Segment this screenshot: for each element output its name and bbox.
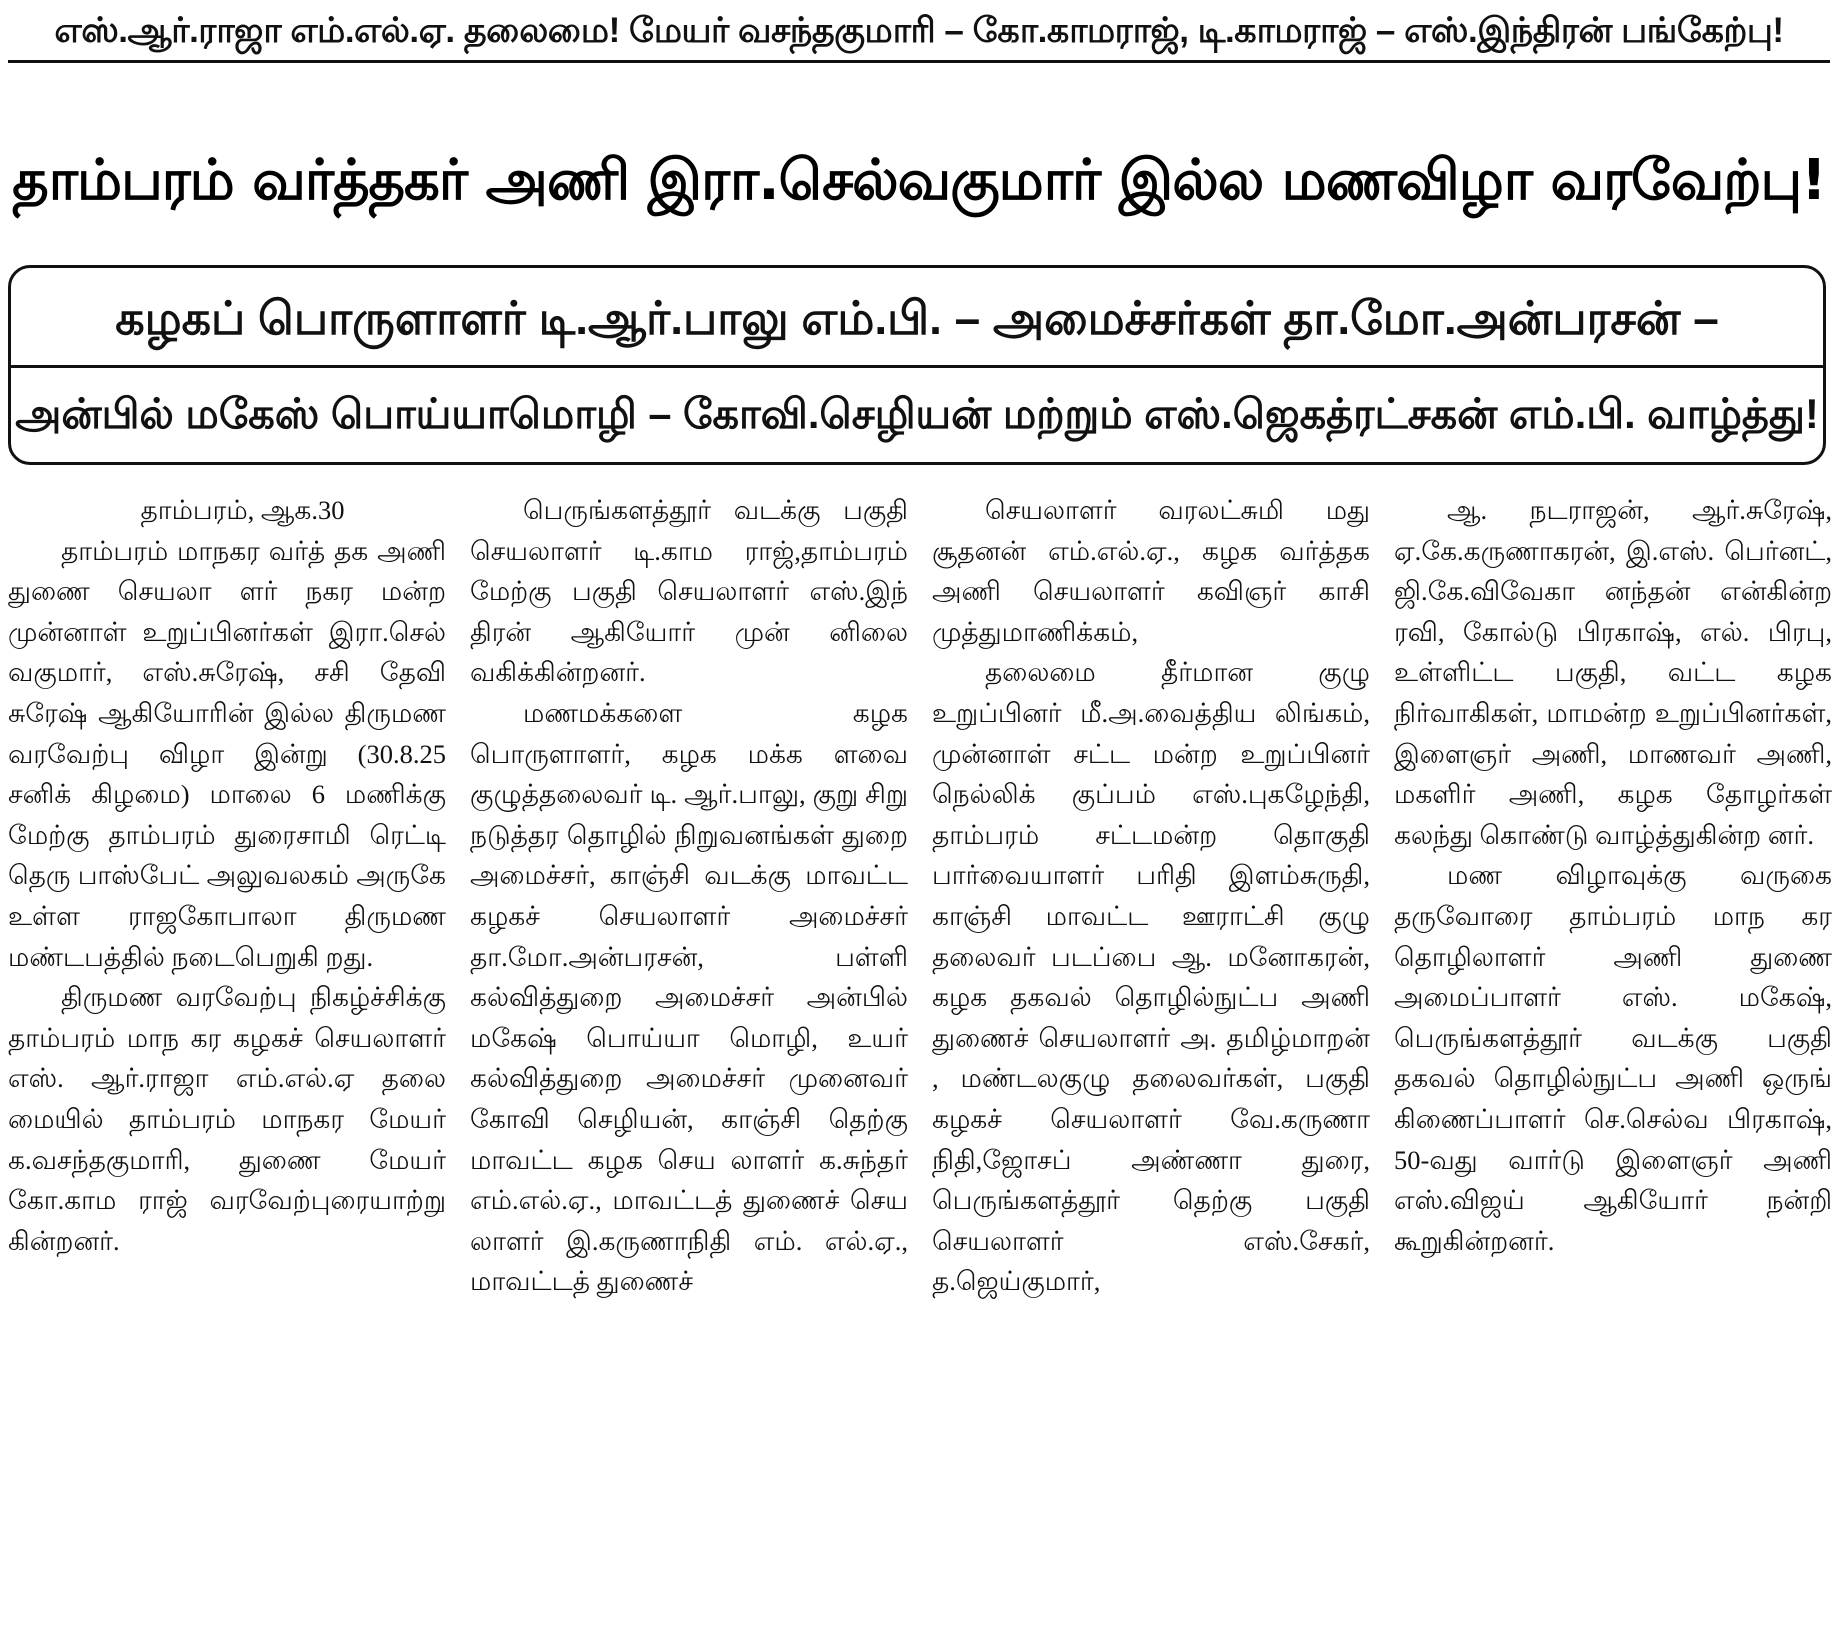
paragraph: மணமக்களை கழக பொருளாளர், கழக மக்க ளவை குழுத்தலைவர் டி. ஆர்.பாலு, குறு சிறு நடுத்தர தொழில் நிறுவனங்கள் துறை அமைச்சர், காஞ்சி வடக்கு மாவட்ட கழகச் செயலாளர் அமைச்சர் தா.மோ.அன்பரசன், பள்ளி கல்வித்துறை அமைச்சர் அன்பில் மகேஷ் பொய்யா மொழி, உயர் கல்வித்துறை அமைச்சர் முனைவர் கோவி செழியன், காஞ்சி தெற்கு மாவட்ட கழக செய லாளர் க.சுந்தர் எம்.எல்.ஏ., மாவட்டத் துணைச் செய லாளர் இ.கருணாநிதி எம். எல்.ஏ., மாவட்டத் துணைச் [470, 697, 908, 1297]
paragraph: திருமண வரவேற்பு நிகழ்ச்சிக்கு தாம்பரம் மாந கர கழகச் செயலாளர் எஸ். ஆர்.ராஜா எம்.எல்.ஏ தலை மையில் தாம்பரம் மாநகர மேயர் க.வசந்தகுமாரி, துணை மேயர் கோ.காம ராஜ் வரவேற்புரையாற்று கின்றனர். [8, 982, 446, 1256]
paragraph: செயலாளர் வரலட்சுமி மது சூதனன் எம்.எல்.ஏ., கழக வர்த்தக அணி செயலாளர் கவிஞர் காசி முத்துமாணிக்கம், [932, 495, 1370, 647]
paragraph: ஆ. நடராஜன், ஆர்.சுரேஷ், ஏ.கே.கருணாகரன், இ.எஸ். பெர்னட், ஜி.கே.விவேகா னந்தன் என்கின்ற ரவி, கோல்டு பிரகாஷ், எல். பிரபு, உள்ளிட்ட பகுதி, வட்ட கழக நிர்வாகிகள், மாமன்ற உறுப்பினர்கள், இளைஞர் அணி, மாணவர் அணி, மகளிர் அணி, கழக தோழர்கள் கலந்து கொண்டு வாழ்த்துகின்ற னர். [1394, 495, 1832, 850]
dateline: தாம்பரம், ஆக.30 [140, 495, 345, 525]
article-column-2 [470, 490, 908, 1634]
paragraph: தாம்பரம் மாநகர வர்த் தக அணி துணை செயலா ளர் நகர மன்ற முன்னாள் உறுப்பினர்கள் இரா.செல் வகுமார், எஸ்.சுரேஷ், சசி தேவி சுரேஷ் ஆகியோரின் இல்ல திருமண வரவேற்பு விழா இன்று (30.8.25 சனிக் கிழமை) மாலை 6 மணிக்கு மேற்கு தாம்பரம் துரைசாமி ரெட்டி தெரு பாஸ்பேட் அலுவலகம் அருகே உள்ள ராஜகோபாலா திருமண மண்டபத்தில் நடைபெறுகி றது. [8, 535, 446, 972]
subhead-line-2: அன்பில் மகேஸ் பொய்யாமொழி – கோவி.செழியன் மற்றும் எஸ்.ஜெகத்ரட்சகன் எம்.பி. வாழ்த்து! [15, 390, 1819, 437]
subhead-line-1: கழகப் பொருளாளர் டி.ஆர்.பாலு எம்.பி. – அமைச்சர்கள் தா.மோ.அன்பரசன் – [115, 292, 1719, 344]
subhead-box [8, 265, 1826, 465]
paragraph: தலைமை தீர்மான குழு உறுப்பினர் மீ.அ.வைத்திய லிங்கம், முன்னாள் சட்ட மன்ற உறுப்பினர் நெல்லிக் குப்பம் எஸ்.புகழேந்தி, தாம்பரம் சட்டமன்ற தொகுதி பார்வையாளர் பரிதி இளம்சுருதி, காஞ்சி மாவட்ட ஊராட்சி குழு தலைவர் படப்பை ஆ. மனோகரன், கழக தகவல் தொழில்நுட்ப அணி துணைச் செயலாளர் அ. தமிழ்மாறன் , மண்டலகுழு தலைவர்கள், பகுதி கழகச் செயலாளர் வே.கருணா நிதி,ஜோசப் அண்ணா துரை, பெருங்களத்தூர் தெற்கு பகுதி செயலாளர் எஸ்.சேகர், த.ஜெய்குமார், [932, 657, 1370, 1297]
paragraph: பெருங்களத்தூர் வடக்கு பகுதி செயலாளர் டி.காம ராஜ்,தாம்பரம் மேற்கு பகுதி செயலாளர் எஸ்.இந் திரன் ஆகியோர் முன் னிலை வகிக்கின்றனர். [470, 495, 908, 688]
headline: தாம்பரம் வர்த்தகர் அணி இரா.செல்வகுமார் இல்ல மணவிழா வரவேற்பு! [12, 148, 1826, 213]
kicker-underline [8, 60, 1830, 63]
kicker-line: எஸ்.ஆர்.ராஜா எம்.எல்.ஏ. தலைமை! மேயர் வசந்தகுமாரி – கோ.காமராஜ், டி.காமராஜ் – எஸ்.இந்திரன் பங்கேற்பு! [54, 11, 1784, 50]
article-column-1 [8, 490, 446, 1634]
article-column-3 [932, 490, 1370, 1634]
article-body [8, 490, 1830, 1634]
article-column-4 [1394, 490, 1832, 1634]
paragraph: மண விழாவுக்கு வருகை தருவோரை தாம்பரம் மாந கர தொழிலாளர் அணி துணை அமைப்பாளர் எஸ். மகேஷ், பெருங்களத்தூர் வடக்கு பகுதி தகவல் தொழில்நுட்ப அணி ஒருங் கிணைப்பாளர் செ.செல்வ பிரகாஷ், 50-வது வார்டு இளைஞர் அணி எஸ்.விஜய் ஆகியோர் நன்றி கூறுகின்றனர். [1394, 860, 1832, 1256]
